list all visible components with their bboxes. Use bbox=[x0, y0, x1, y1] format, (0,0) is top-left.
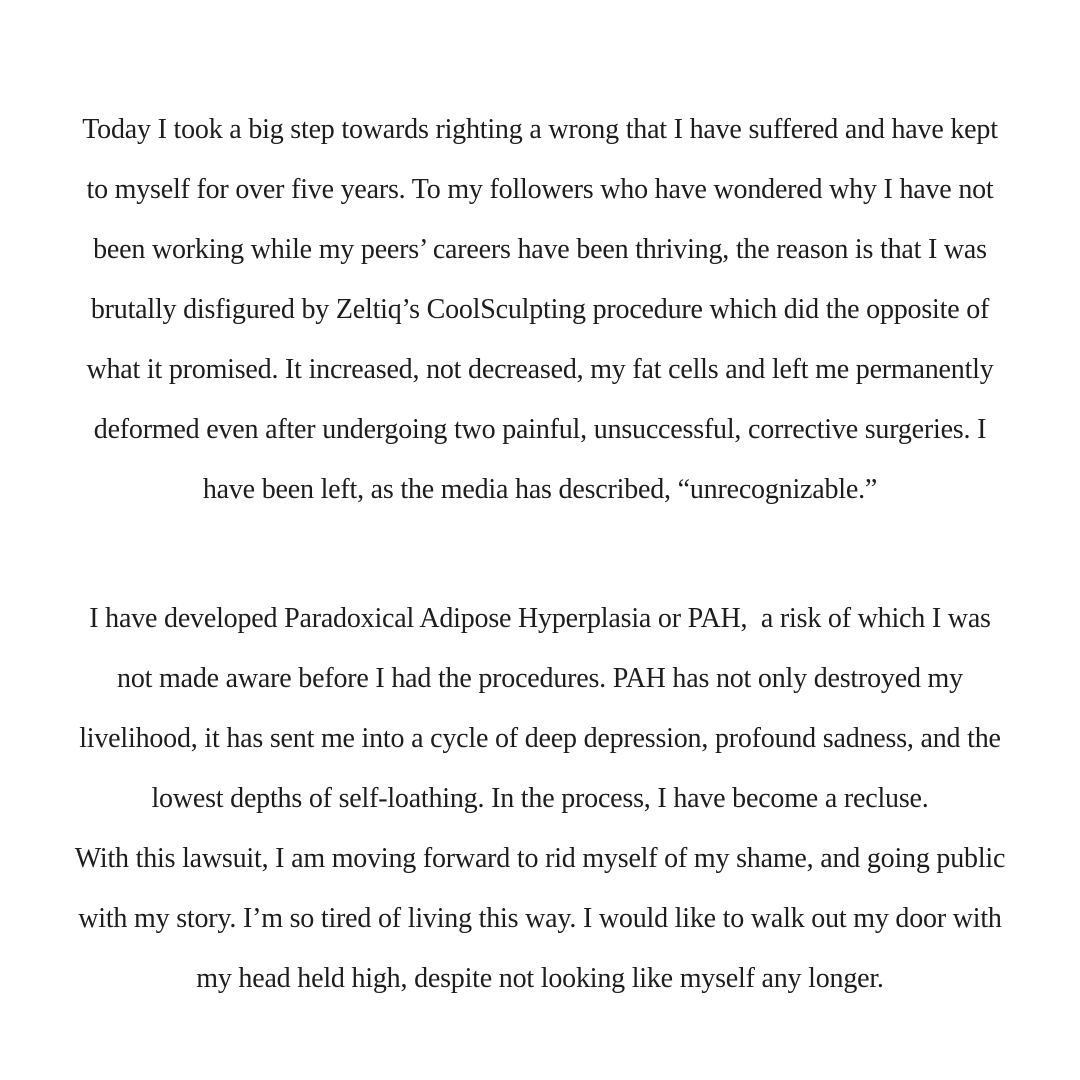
text-line: Today I took a big step towards righting a wrong that I have suffered and have kept bbox=[82, 114, 998, 145]
statement-paragraph-2 bbox=[24, 589, 1056, 829]
text-line: lowest depths of self-loathing. In the process, I have become a recluse. bbox=[151, 783, 929, 814]
text-line: brutally disfigured by Zeltiq’s CoolSculpting procedure which did the opposite of bbox=[90, 294, 990, 325]
text-line: I have developed Paradoxical Adipose Hyperplasia or PAH, a risk of which I was bbox=[89, 603, 991, 634]
text-line: not made aware before I had the procedures. PAH has not only destroyed my bbox=[117, 663, 963, 694]
statement-paragraph-3 bbox=[24, 829, 1056, 1009]
text-line: livelihood, it has sent me into a cycle of deep depression, profound sadness, and the bbox=[79, 723, 1001, 754]
text-line: what it promised. It increased, not decreased, my fat cells and left me permanently bbox=[86, 354, 994, 385]
text-line: have been left, as the media has described, “unrecognizable.” bbox=[202, 474, 878, 505]
text-line: with my story. I’m so tired of living this way. I would like to walk out my door with bbox=[78, 903, 1002, 934]
text-line: With this lawsuit, I am moving forward to rid myself of my shame, and going public bbox=[74, 843, 1006, 874]
text-line: deformed even after undergoing two painful, unsuccessful, corrective surgeries. I bbox=[93, 414, 987, 445]
text-line: my head held high, despite not looking like myself any longer. bbox=[196, 963, 884, 994]
text-line: been working while my peers’ careers have been thriving, the reason is that I was bbox=[93, 234, 987, 265]
statement-paragraph-1 bbox=[24, 100, 1056, 520]
text-line: to myself for over five years. To my followers who have wondered why I have not bbox=[86, 174, 994, 205]
